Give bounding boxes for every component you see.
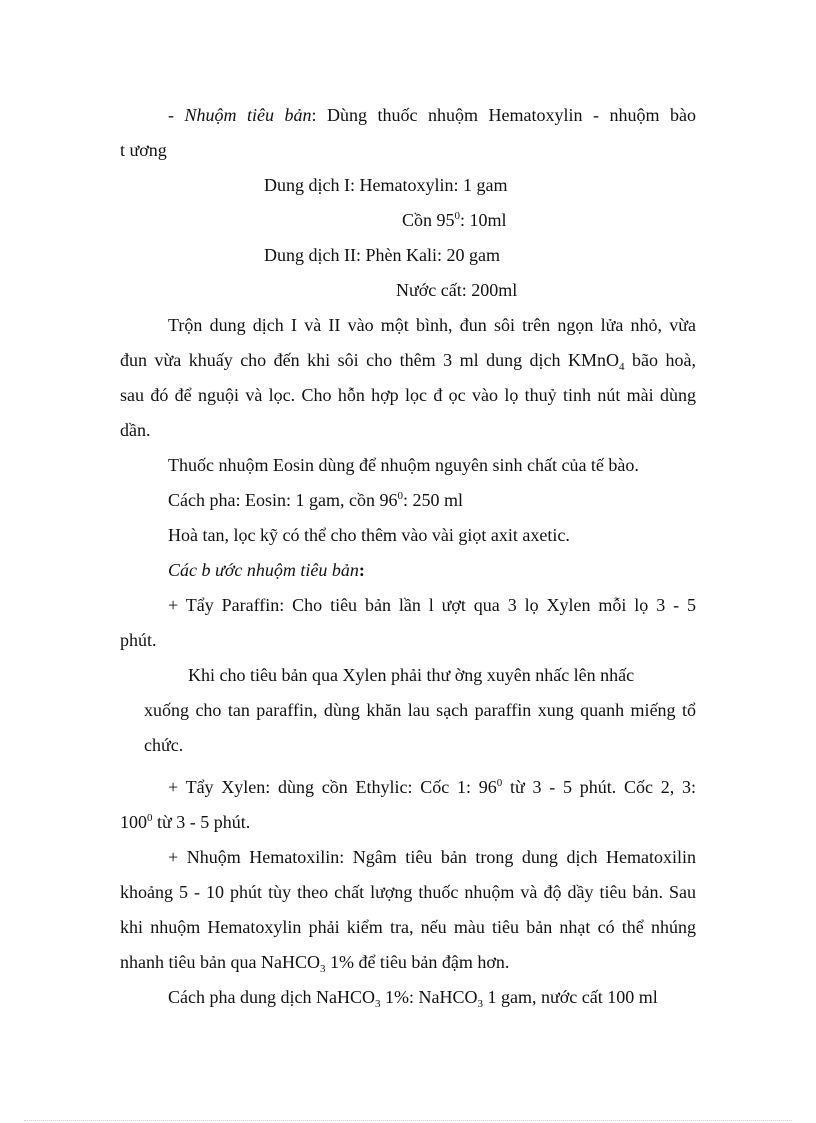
step-hematoxilin-line-2: khoảng 5 - 10 phút tùy theo chất lượng thuốc nhuộm và độ dầy tiêu bản. Sau: [120, 882, 696, 902]
mix-para-line-1: Trộn dung dịch I và II vào một bình, đun sôi trên ngọn lửa nhỏ, vừa: [168, 315, 696, 335]
steps-heading: Các b ước nhuộm tiêu bản:: [168, 560, 365, 580]
solution-1-alcohol: Cồn $95^0$: 10ml: [402, 210, 507, 230]
eosin-line-3: Hoà tan, lọc kỹ có thể cho thêm vào vài giọt axit axetic.: [168, 525, 570, 545]
step-hematoxilin-line-3: khi nhuộm Hematoxylin phải kiểm tra, nếu màu tiêu bản nhạt có thể nhúng: [120, 917, 696, 937]
step-xylen-line-1: + Tẩy Xylen: dùng cồn Ethylic: Cốc 1: $96^0$ từ 3 - 5 phút. Cốc 2, 3:: [168, 777, 696, 797]
stain-intro-text: : Dùng thuốc nhuộm Hematoxylin - nhuộm bào: [311, 105, 696, 125]
solution-2-water: Nước cất: 200ml: [396, 280, 518, 300]
step-hematoxilin-line-1: + Nhuộm Hematoxilin: Ngâm tiêu bản trong dung dịch Hematoxilin: [168, 847, 696, 867]
stain-intro-cont: t ương: [120, 140, 167, 160]
solution-2-alum: Dung dịch II: Phèn Kali: 20 gam: [264, 245, 500, 265]
step-paraffin-note-2: xuống cho tan paraffin, dùng khăn lau sạch paraffin xung quanh miếng tổ: [144, 700, 696, 720]
page-bottom-divider: [24, 1120, 792, 1121]
step-paraffin-line-2: phút.: [120, 630, 157, 650]
solution-1-hematoxylin: Dung dịch I: Hematoxylin: 1 gam: [264, 175, 508, 195]
nahco3-recipe: Cách pha dung dịch NaHCO$_3$ 1%: NaHCO$_3$ 1 gam, nước cất 100 ml: [168, 987, 658, 1010]
step-paraffin-line-1: + Tẩy Paraffin: Cho tiêu bản lần l ượt qua 3 lọ Xylen mỗi lọ 3 - 5: [168, 595, 696, 615]
eosin-line-1: Thuốc nhuộm Eosin dùng để nhuộm nguyên sinh chất của tế bào.: [168, 455, 639, 475]
mix-para-line-2: đun vừa khuấy cho đến khi sôi cho thêm 3 ml dung dịch KMnO$_4$ bão hoà,: [120, 350, 697, 373]
step-xylen-line-2: $100^0$ từ 3 - 5 phút.: [120, 812, 251, 832]
mix-para-line-3: sau đó để nguội và lọc. Cho hỗn hợp lọc đ ọc vào lọ thuỷ tinh nút mài dùng: [120, 385, 696, 405]
stain-label: - Nhuộm tiêu bản: [168, 105, 312, 125]
step-paraffin-note-3: chức.: [144, 735, 184, 755]
step-paraffin-note-1: Khi cho tiêu bản qua Xylen phải thư ờng xuyên nhấc lên nhấc: [188, 665, 635, 685]
stain-intro-line: [168, 104, 696, 126]
mix-para-line-4: dần.: [120, 420, 151, 440]
eosin-recipe: Cách pha: Eosin: 1 gam, cồn $96^0$: 250 ml: [168, 490, 463, 510]
step-hematoxilin-line-4: nhanh tiêu bản qua NaHCO$_3$ 1% để tiêu bản đậm hơn.: [120, 952, 510, 975]
